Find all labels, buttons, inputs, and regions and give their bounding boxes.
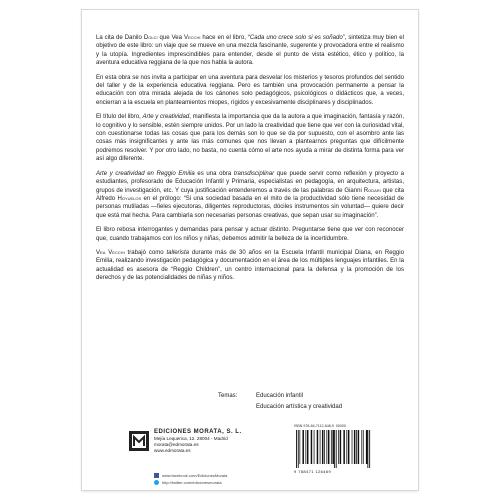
emphasis-text: transdisciplinar <box>233 170 275 177</box>
blurb-paragraph-1 <box>96 34 404 68</box>
barcode-bar <box>317 430 319 464</box>
barcode-bar <box>326 430 327 464</box>
text-run: que cita Alfredo <box>96 187 404 202</box>
barcode-bar <box>358 430 360 464</box>
barcode-icon <box>294 430 386 468</box>
barcode-bar <box>320 430 321 464</box>
barcode-bar <box>298 430 299 468</box>
publisher-info <box>154 428 279 454</box>
topic-item: Educación artística y creatividad <box>256 404 343 410</box>
author-name-rodari: Rodari <box>363 187 381 194</box>
author-bio <box>96 249 404 283</box>
author-name-vecchi: Vecchi <box>183 35 201 41</box>
barcode-bar <box>314 430 315 464</box>
barcode-bar <box>352 430 353 464</box>
barcode-bar <box>332 430 334 464</box>
barcode-block <box>294 424 386 474</box>
barcode-bar <box>346 430 347 464</box>
publisher-address: Mejía Lequerica, 12. 28004 - Madrid <box>154 436 228 441</box>
text-run: El título del libro, <box>96 114 143 121</box>
blurb-text <box>96 34 404 283</box>
barcode-bar <box>366 430 368 464</box>
publisher-email: morata@edmorata.es <box>154 442 199 447</box>
barcode-bar <box>369 430 370 468</box>
barcode-bar <box>299 430 300 464</box>
barcode-bar <box>363 430 364 464</box>
text-run: durante más de 30 años en la Escuela Infantil municipal Diana, en Reggio Emilia, realizando investigación pedagógica y documentación en el área de los múltiples lenguajes infantiles. En la actualidad es asesora de “Reggio Children”, un centro internacional para la defensa y la promoción de los derechos y de las potencialidades de niñas y niños. <box>96 249 404 282</box>
topic-item: Educación infantil <box>256 393 304 399</box>
barcode-bar <box>338 430 339 464</box>
barcode-bar <box>302 430 304 464</box>
text-run: que puede servir como reflexión y proyecto a estudiantes, profesorado de Educación Infantil y Primaria, especialistas en pedagogía, en arquitectura, artistas, grupos de investigación, etc. Y cuya justificación entenderemos a través de las palabras de Gianni <box>96 170 404 194</box>
text-run: hace en el libro, <box>200 35 248 41</box>
barcode-bar <box>343 430 345 464</box>
facebook-url: www.facebook.com/EdicionesMorata <box>162 473 228 478</box>
barcode-bar <box>324 430 325 464</box>
barcode-bar <box>311 430 313 464</box>
back-cover <box>82 10 418 490</box>
barcode-bar <box>356 430 357 464</box>
text-run: , manifiesta la importancia que da la autora a que imaginación, fantasía y razón, lo cognitivo y lo sensible, estén siempre unidos. Por un lado la creatividad que tiene que ver con la curiosidad vital, con cuestionarse todas las cosas que para los demás son lo que se da por supuesto, con el asombro ante las cosas más insignificantes y ante las más comunes que nos llevan a plantearnos preguntas que difícilmente podremos resolver. Y por otro lado, no basta, no cuenta cómo el arte nos ayuda a mirar de distinta forma para ver así algo diferente. <box>96 114 404 163</box>
barcode-bar <box>340 430 342 464</box>
author-name-dolci: Dolci <box>143 35 158 41</box>
barcode-bar <box>322 430 324 464</box>
social-links <box>154 472 279 486</box>
text-run: trabajó como <box>124 249 167 256</box>
publisher-web: www.edmorata.es <box>154 448 191 453</box>
barcode-bar <box>354 430 356 464</box>
text-run: , sintetiza muy bien el objetivo de este libro: un viaje que se mueve en una mezcla fascinante, sugerente y provocadora entre el realismo y la utopía. Ingredientes imprescindibles para entender, desde el punto de vista estético, ético y político, la aventura educativa reggiana de la que nos habla la autora. <box>96 35 405 67</box>
blurb-paragraph-4 <box>96 170 404 220</box>
blurb-paragraph-5: El libro rebosa interrogantes y demandas para pensar y actuar distinto. Preguntarse tiene que ver con reconocer que, cuando trabajamos con los niños y niñas, debemos admitir la belleza de la incertidumbre. <box>96 227 404 242</box>
isbn-text: ISBN 978-84-7112-646-9 <box>294 424 334 428</box>
barcode-bar <box>336 430 337 468</box>
author-name-hoyuelos: Hoyuelos <box>117 195 142 202</box>
twitter-url: http://twitter.com/edicionesmorata <box>162 480 222 485</box>
blurb-paragraph-2: En esta obra se nos invita a participar en una aventura para desvelar los misterios y tesoros profundos del sentido del taller y de la experiencia educativa reggiana. Pero es también una provocación permanente a pensar la educación con otra mirada alejada de los cánones solo pedagógicos, psicológicos o didácticos que, a veces, encierran a la escuela en planteamientos miopes, rígidos y excesivamente disciplinares y disciplinados. <box>96 74 404 106</box>
barcode-bar <box>348 430 350 464</box>
book-title: Arte y creatividad <box>142 114 190 121</box>
barcode-bar <box>361 430 362 464</box>
barcode-bar <box>367 430 368 468</box>
book-full-title: Arte y creatividad en Reggio Emilia <box>96 170 195 177</box>
price-code: 00000 <box>335 424 346 428</box>
barcode-bar <box>307 430 309 464</box>
emphasis-text: tallerista <box>166 249 189 256</box>
barcode-bar <box>331 430 332 464</box>
topics-list <box>256 392 426 414</box>
text-run: es una obra <box>194 170 234 177</box>
blurb-paragraph-3 <box>96 113 404 163</box>
barcode-bar <box>334 430 335 468</box>
morata-publisher-logo-icon <box>128 430 150 452</box>
facebook-row <box>154 472 279 479</box>
barcode-bar <box>305 430 306 464</box>
text-run: que Vea <box>157 35 184 41</box>
twitter-icon <box>154 480 159 485</box>
facebook-icon <box>154 473 159 478</box>
barcode-bar <box>296 430 297 468</box>
barcode-number: 9 788471 126469 <box>294 469 332 474</box>
text-run: La cita de Danilo <box>96 35 144 41</box>
topics-label: Temas: <box>218 393 238 399</box>
author-name: Vea Vecchi <box>96 249 125 256</box>
publisher-name: EDICIONES MORATA, S. L. <box>154 429 242 435</box>
quote-text: “Cada uno crece solo si es soñado” <box>247 35 345 41</box>
text-run: en el prólogo: “Si una sociedad basada en el mito de la productividad sólo tiene necesidad de personas mutiladas —fieles ejecutoras, diligentes reproductoras, dóciles instrumentos sin voluntad— quiere decir que está mal hecha. Para cambiarla son necesarias personas creativas, que sepan usar su imaginación”. <box>96 195 404 219</box>
barcode-bar <box>328 430 330 464</box>
isbn-label <box>294 424 386 429</box>
twitter-row <box>154 479 279 486</box>
